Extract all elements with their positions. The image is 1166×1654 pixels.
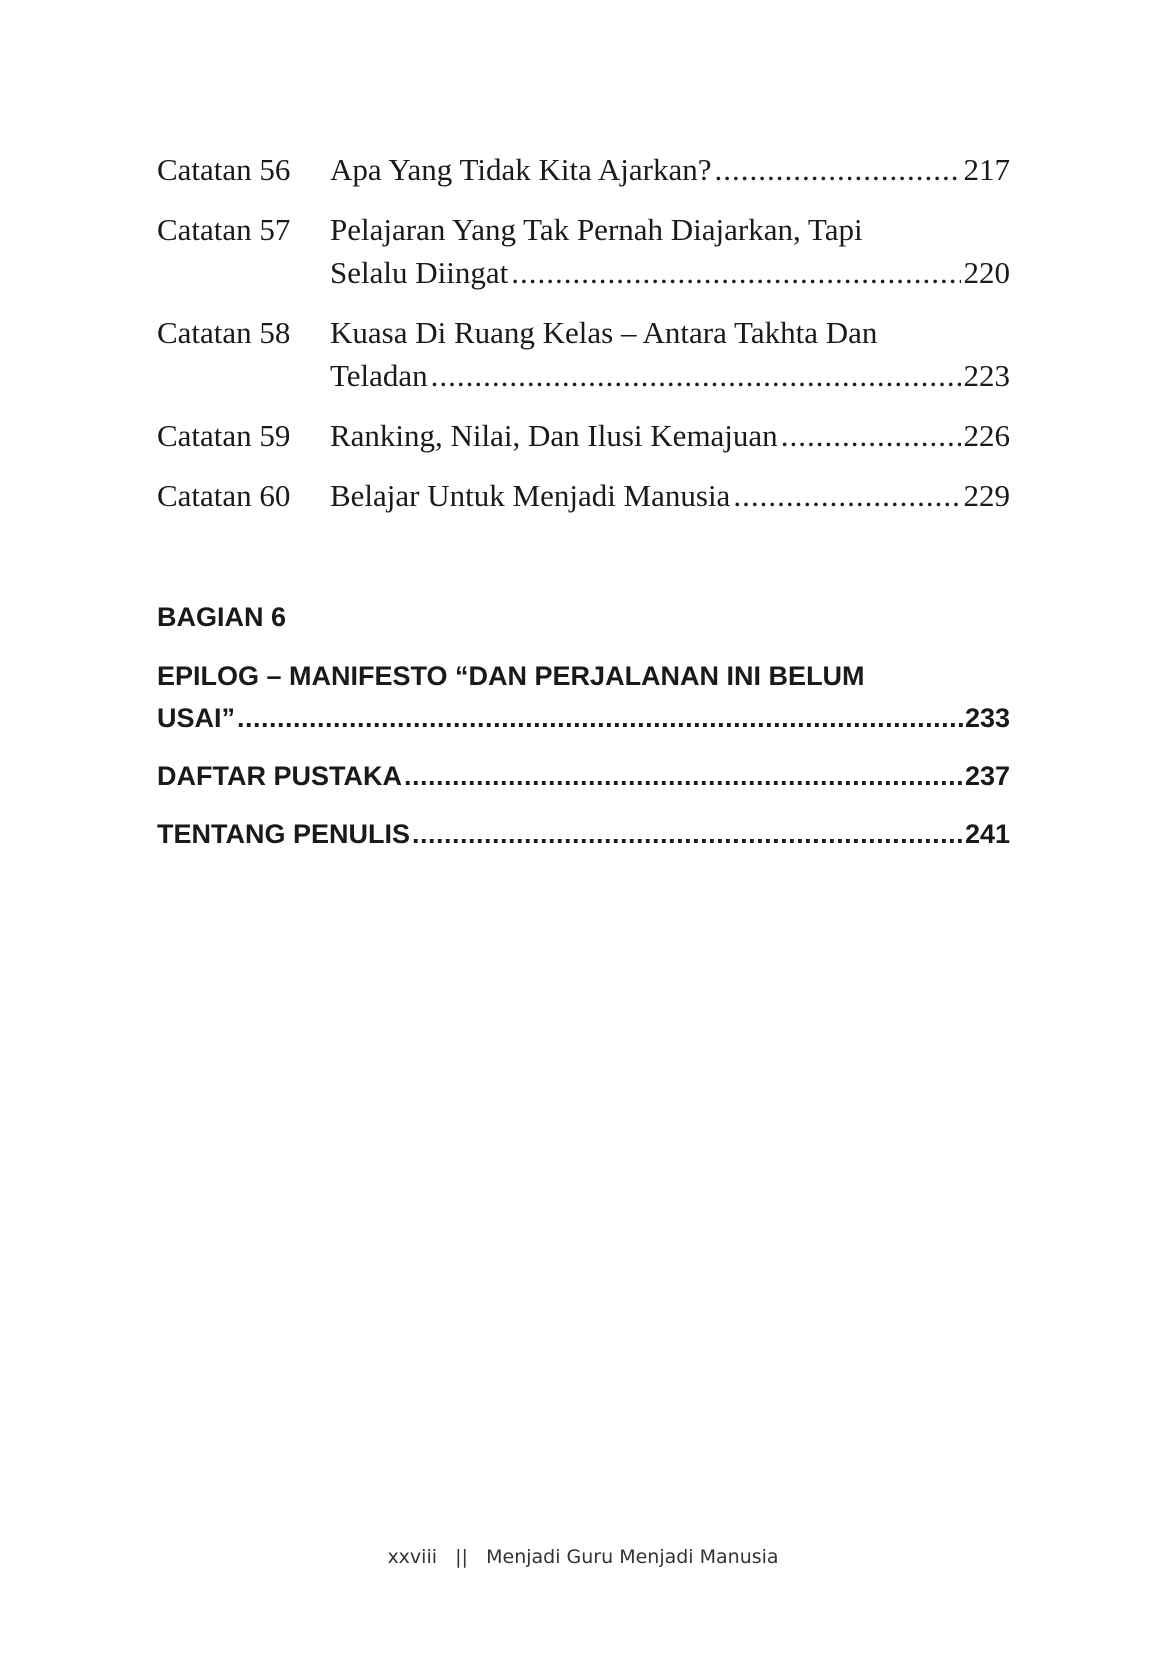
toc-page-number: 223 (963, 358, 1010, 393)
toc-entry-label: Catatan 57 (157, 212, 291, 247)
dot-leader (511, 251, 960, 294)
toc-entry[interactable] (157, 311, 1010, 397)
toc-entry[interactable] (157, 474, 1010, 517)
toc-dotted-line (330, 251, 1010, 294)
toc-title-line: Pelajaran Yang Tak Pernah Diajarkan, Tapi (330, 212, 863, 247)
dot-leader (404, 755, 963, 797)
toc-dotted-line (157, 697, 1010, 739)
toc-title-text: Ranking, Nilai, Dan Ilusi Kemajuan (330, 418, 778, 453)
toc-title-text: Apa Yang Tidak Kita Ajarkan? (330, 152, 712, 187)
toc-entry-label: Catatan 58 (157, 315, 291, 350)
toc-entry-label: Catatan 60 (157, 478, 291, 513)
toc-section-entry[interactable] (157, 755, 1010, 797)
toc-page-number: 229 (963, 478, 1010, 513)
toc-entry-body (330, 414, 1010, 457)
toc-section-entry[interactable] (157, 813, 1010, 855)
toc-entry-body (330, 474, 1010, 517)
toc-title-text: Teladan (330, 358, 428, 393)
toc-entry-body (330, 311, 1010, 397)
toc-page-number: 233 (964, 703, 1010, 733)
toc-title-line: EPILOG – MANIFESTO “DAN PERJALANAN INI BELUM (157, 661, 865, 691)
toc-entry-label: Catatan 56 (157, 152, 291, 187)
toc-dotted-line (330, 354, 1010, 397)
toc-entry[interactable] (157, 208, 1010, 294)
toc-title-text: TENTANG PENULIS (157, 819, 411, 849)
toc-page-number: 220 (963, 255, 1010, 290)
toc-title-text: USAI” (157, 703, 236, 733)
toc-section-entry[interactable] (157, 655, 1010, 739)
dot-leader (781, 414, 961, 457)
toc-entry-body (330, 148, 1010, 191)
toc-title-text: Belajar Untuk Menjadi Manusia (330, 478, 731, 513)
footer-page-number: xxviii (387, 1546, 438, 1568)
dot-leader (431, 354, 961, 397)
page-footer (0, 1546, 1166, 1568)
toc-entry[interactable] (157, 148, 1010, 191)
footer-separator: || (455, 1546, 468, 1568)
toc-dotted-line (157, 755, 1010, 797)
toc-dotted-line (330, 474, 1010, 517)
toc-title-line: Kuasa Di Ruang Kelas – Antara Takhta Dan (330, 315, 878, 350)
footer-book-title: Menjadi Guru Menjadi Manusia (486, 1546, 779, 1568)
dot-leader (733, 474, 960, 517)
toc-title-text: DAFTAR PUSTAKA (157, 761, 402, 791)
toc-entry-label: Catatan 59 (157, 418, 291, 453)
toc-page-number: 217 (963, 152, 1010, 187)
section-heading: BAGIAN 6 (157, 602, 287, 632)
toc-entry[interactable] (157, 414, 1010, 457)
toc-dotted-line (330, 148, 1010, 191)
toc-page-number: 241 (964, 819, 1010, 849)
dot-leader (237, 697, 963, 739)
toc-title-text: Selalu Diingat (330, 255, 509, 290)
toc-dotted-line (157, 813, 1010, 855)
toc-page-number: 237 (964, 761, 1010, 791)
toc-page-number: 226 (963, 418, 1010, 453)
toc-entry-body (330, 208, 1010, 294)
toc-dotted-line (330, 414, 1010, 457)
table-of-contents (157, 148, 1010, 871)
toc-entries (157, 148, 1010, 517)
dot-leader (412, 813, 963, 855)
dot-leader (714, 148, 960, 191)
section-items (157, 655, 1010, 855)
